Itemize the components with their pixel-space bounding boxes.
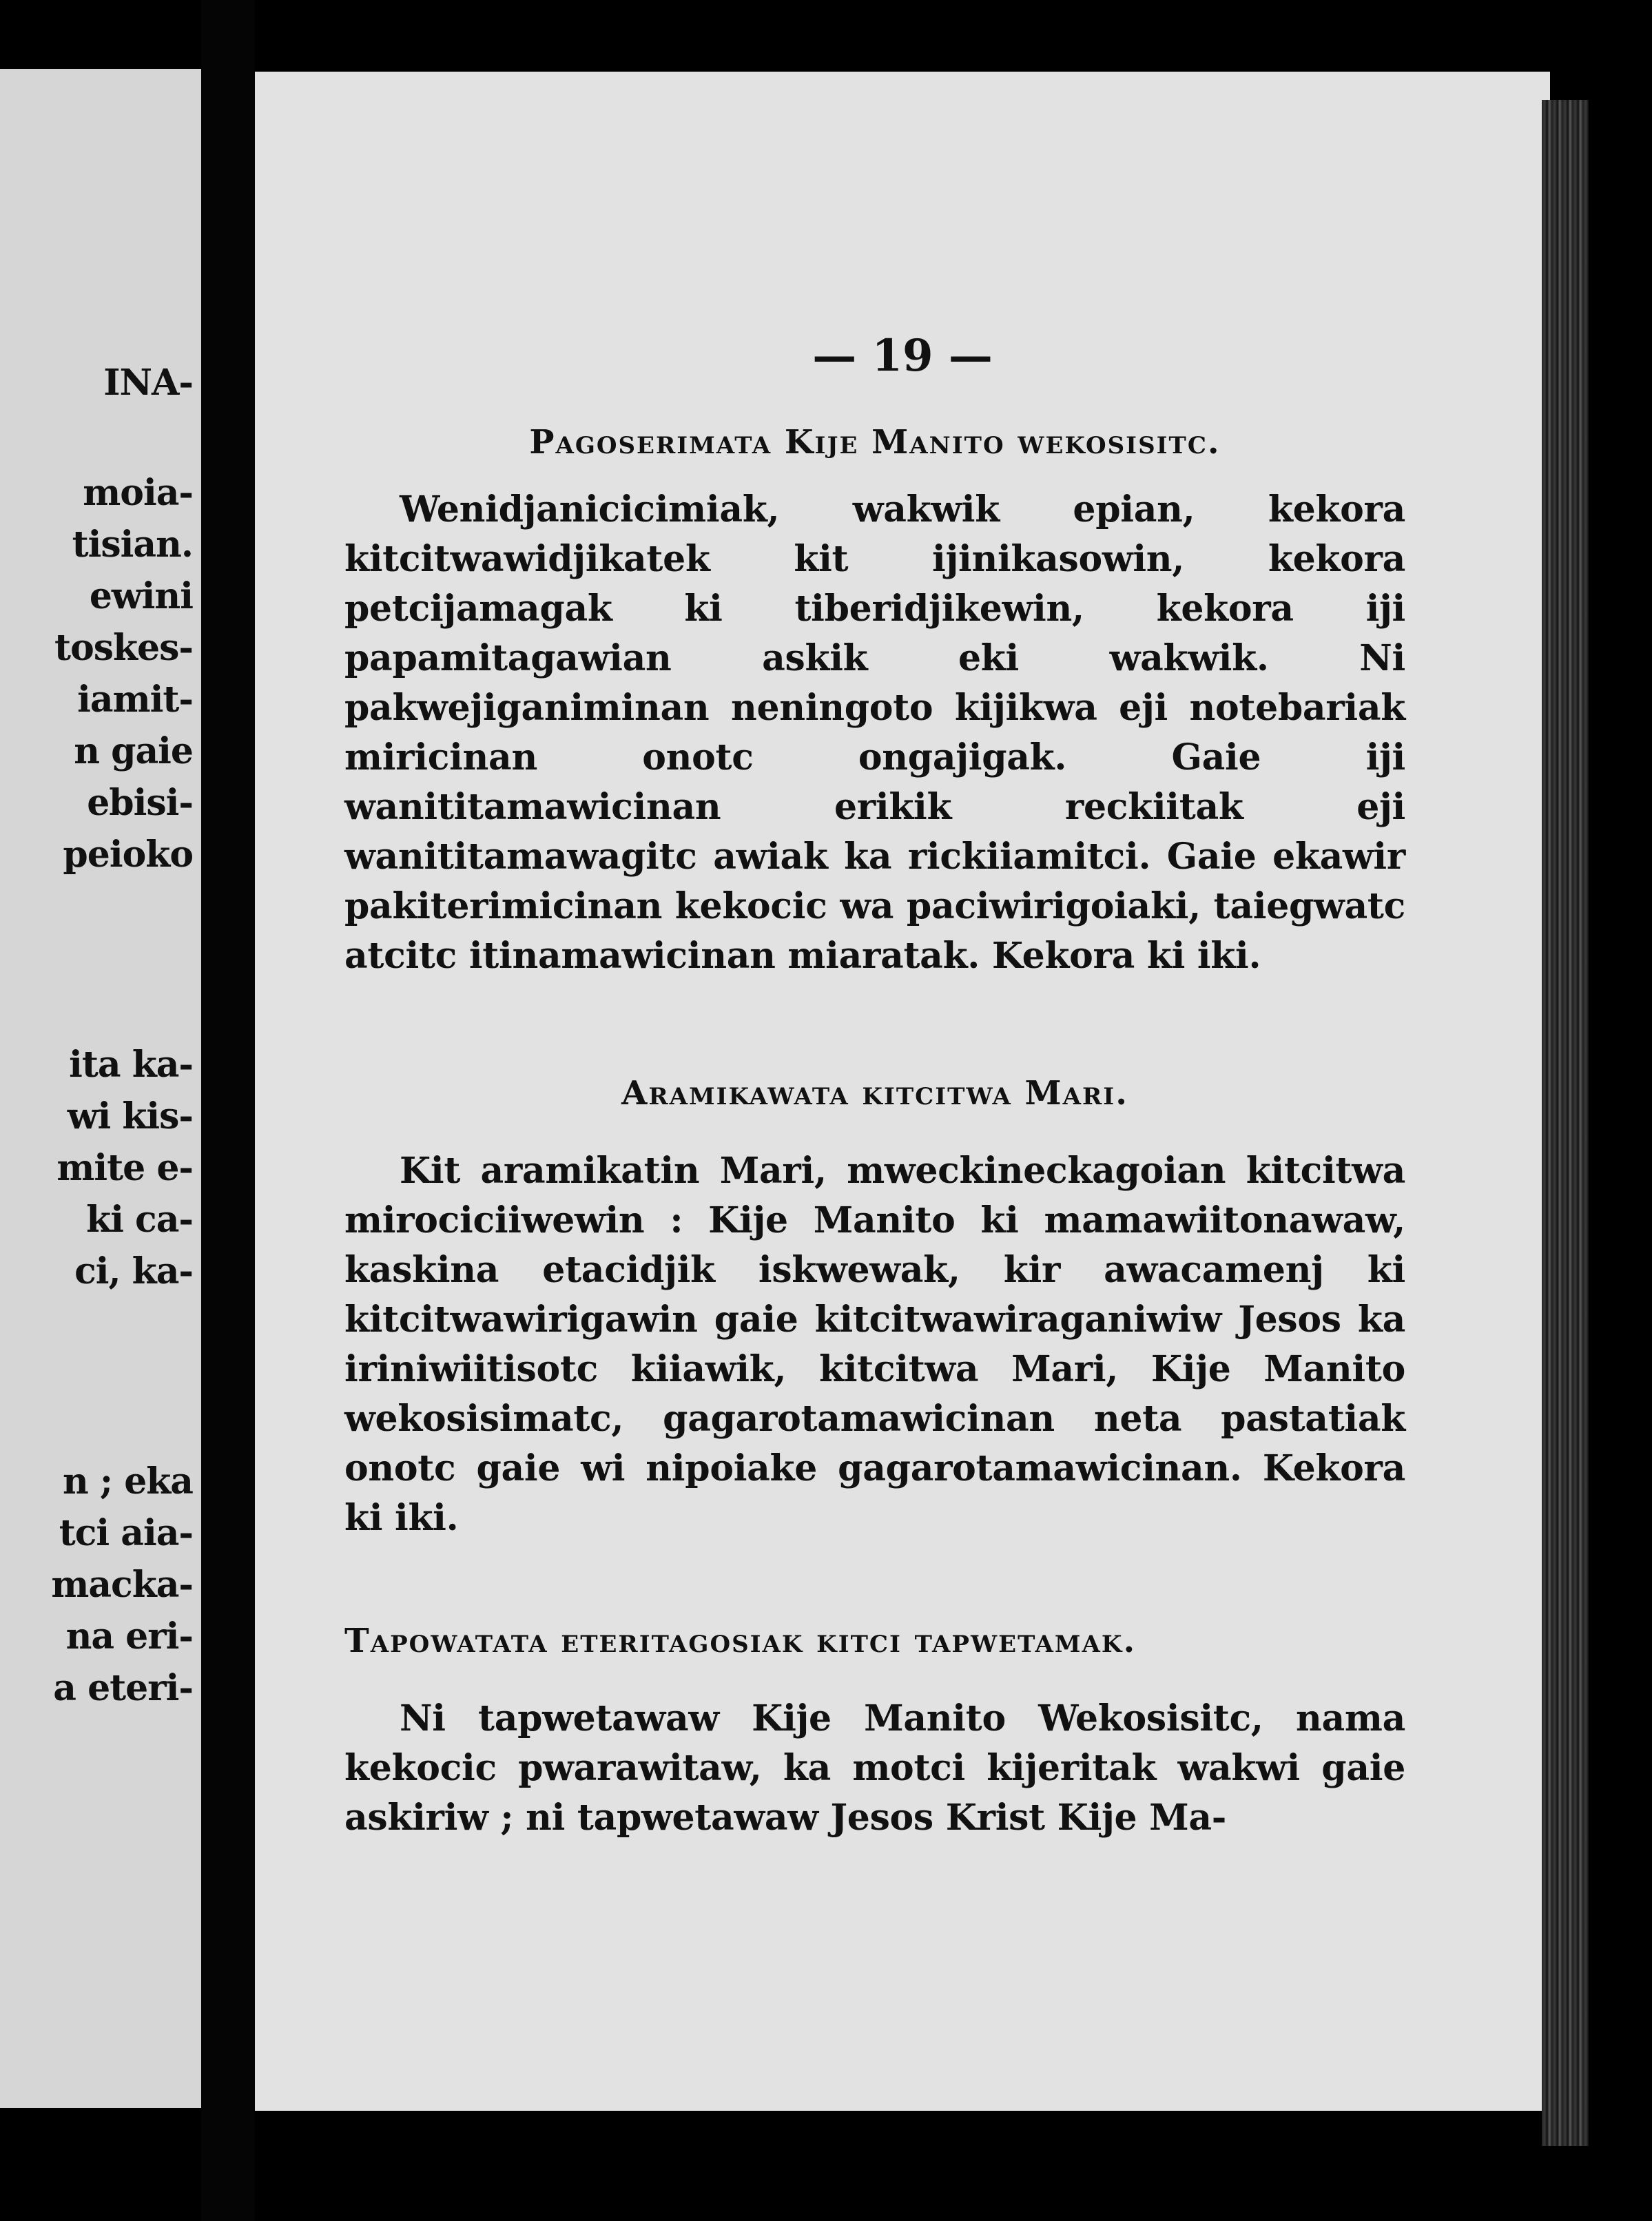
gutter [201,0,255,2221]
left-page-line: ki ca- [86,1199,193,1241]
left-page-fragment [0,69,201,2108]
left-page-line: a eteri- [53,1667,193,1709]
section-body-creed: Ni tapwetawaw Kije Manito Wekosisitc, nama kekocic pwarawitaw, ka motci kijeritak wakwi gaie askiriw ; ni tapwetawaw Jesos Krist Kije Ma- [344,1697,1405,1839]
section-heading-creed: Tapowatata eteritagosiak kitci tapwetamak. [344,1622,1137,1660]
left-page-line: n gaie [74,730,193,772]
page-edge [1542,100,1589,2146]
left-page-line: iamit- [77,679,193,721]
page-number: — 19 — [812,330,993,382]
left-page-line: peioko [63,834,193,876]
left-page-line: na eri- [65,1615,193,1657]
left-page-line: toskes- [54,627,193,669]
left-page-line: ebisi- [87,782,193,824]
left-page-line: tisian. [72,524,193,566]
section-heading-prayer: Pagoserimata Kije Manito wekosisitc. [529,423,1221,462]
book-page [255,72,1550,2111]
section-heading-hail-mary: Aramikawata kitcitwa Mari. [621,1074,1128,1113]
left-page-line: ewini [89,575,193,617]
left-page-line: INA- [103,362,193,404]
left-page-line: ci, ka- [74,1250,193,1292]
section-body-prayer: Wenidjanicicimiak, wakwik epian, kekora kitcitwawidjikatek kit ijinikasowin, kekora petcijamagak ki tiberidjikewin, kekora iji papamitagawian askik eki wakwik. Ni pakwejiganiminan neningoto kijikwa eji notebariak miricinan onotc ongajigak. Gaie iji wanititamawicinan erikik reckiitak eji wanititamawagitc awiak ka rickiiamitci. Gaie ekawir pakiterimicinan kekocic wa paciwirigoiaki, taiegwatc atcitc itinamawicinan miaratak. Kekora ki iki. [344,488,1405,977]
section-body-hail-mary: Kit aramikatin Mari, mweckineckagoian kitcitwa mirociciiwewin : Kije Manito ki mamawiitonawaw, kaskina etacidjik iskwewak, kir awacamenj ki kitcitwawirigawin gaie kitcitwawiraganiwiw Jesos ka iriniwiitisotc kiiawik, kitcitwa Mari, Kije Manito wekosisimatc, gagarotamawicinan neta pastatiak onotc gaie wi nipoiake gagarotamawicinan. Kekora ki iki. [344,1150,1405,1539]
left-page-line: n ; eka [62,1460,193,1502]
left-page-line: ita ka- [69,1044,193,1086]
left-page-line: macka- [51,1564,193,1606]
left-page-line: tci aia- [59,1512,193,1554]
left-page-line: wi kis- [67,1095,193,1137]
left-page-line: mite e- [56,1147,193,1189]
left-page-line: moia- [83,472,193,514]
